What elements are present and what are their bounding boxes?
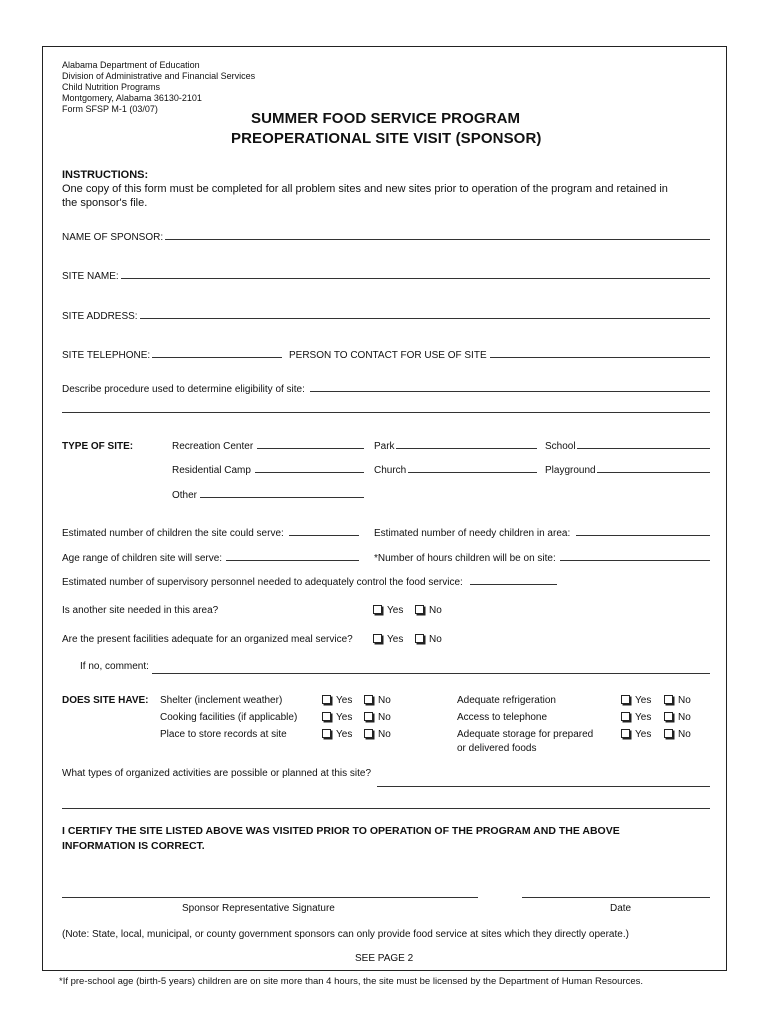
checkbox-icon[interactable]: [664, 712, 673, 721]
type-of-site-label: TYPE OF SITE:: [62, 441, 134, 452]
park-label: Park: [374, 441, 395, 452]
yes-label: Yes: [336, 695, 353, 706]
instructions-text-line2: the sponsor's file.: [62, 197, 148, 209]
yes-label: Yes: [387, 634, 404, 645]
site-telephone-label: SITE TELEPHONE:: [62, 350, 151, 361]
site-address-field[interactable]: [140, 318, 710, 319]
shelter-yes[interactable]: [322, 695, 352, 706]
another-site-yes[interactable]: [373, 605, 403, 616]
checkbox-icon[interactable]: [621, 712, 630, 721]
hours-on-site-label: *Number of hours children will be on site:: [374, 553, 556, 564]
children-served-label: Estimated number of children the site could serve:: [62, 528, 284, 539]
eligibility-field[interactable]: [310, 391, 710, 392]
checkbox-icon[interactable]: [322, 729, 331, 738]
church-field[interactable]: [408, 472, 537, 473]
checkbox-icon[interactable]: [364, 729, 373, 738]
eligibility-field-line2[interactable]: [62, 412, 710, 413]
checkbox-icon[interactable]: [664, 729, 673, 738]
telephone-yes[interactable]: [621, 712, 651, 723]
facilities-yes[interactable]: [373, 634, 403, 645]
certify-line1: I CERTIFY THE SITE LISTED ABOVE WAS VISITED PRIOR TO OPERATION OF THE PROGRAM AND THE ABOVE: [62, 825, 620, 837]
signature-field[interactable]: [62, 897, 478, 898]
supervisory-label: Estimated number of supervisory personnel needed to adequately control the food service:: [62, 577, 463, 588]
instructions-text-line1: One copy of this form must be completed for all problem sites and new sites prior to operation of the program and retained in: [62, 183, 668, 195]
header-line: Division of Administrative and Financial Services: [62, 71, 256, 81]
facilities-question: Are the present facilities adequate for an organized meal service?: [62, 634, 353, 645]
storage-label-line2: or delivered foods: [457, 743, 537, 754]
refrigeration-no[interactable]: [664, 695, 691, 706]
certify-line2: INFORMATION IS CORRECT.: [62, 840, 205, 852]
site-name-label: SITE NAME:: [62, 271, 119, 282]
site-address-label: SITE ADDRESS:: [62, 311, 138, 322]
date-label: Date: [610, 903, 632, 914]
footnote: *If pre-school age (birth-5 years) children are on site more than 4 hours, the site must be licensed by the Department of Human Resources.: [59, 976, 644, 987]
checkbox-icon[interactable]: [364, 712, 373, 721]
contact-person-label: PERSON TO CONTACT FOR USE OF SITE: [289, 350, 487, 361]
eligibility-label: Describe procedure used to determine eligibility of site:: [62, 384, 305, 395]
activities-field[interactable]: [377, 786, 710, 787]
no-label: No: [678, 729, 691, 740]
no-label: No: [678, 712, 691, 723]
park-field[interactable]: [396, 448, 537, 449]
school-field[interactable]: [577, 448, 710, 449]
yes-label: Yes: [387, 605, 404, 616]
age-range-label: Age range of children site will serve:: [62, 553, 223, 564]
site-name-field[interactable]: [121, 278, 710, 279]
see-page-2: SEE PAGE 2: [355, 953, 414, 964]
no-label: No: [378, 729, 391, 740]
refrigeration-label: Adequate refrigeration: [457, 695, 556, 706]
no-label: No: [429, 605, 442, 616]
supervisory-field[interactable]: [470, 584, 557, 585]
if-no-comment-label: If no, comment:: [80, 661, 149, 672]
needy-children-label: Estimated number of needy children in area:: [374, 528, 571, 539]
playground-label: Playground: [545, 465, 596, 476]
other-label: Other: [172, 490, 198, 501]
records-yes[interactable]: [322, 729, 352, 740]
yes-label: Yes: [336, 712, 353, 723]
cooking-no[interactable]: [364, 712, 391, 723]
sponsor-name-label: NAME OF SPONSOR:: [62, 232, 164, 243]
yes-label: Yes: [635, 729, 652, 740]
site-telephone-field[interactable]: [152, 357, 282, 358]
form-number: Form SFSP M-1 (03/07): [62, 104, 158, 114]
shelter-no[interactable]: [364, 695, 391, 706]
cooking-label: Cooking facilities (if applicable): [160, 712, 298, 723]
recreation-center-label: Recreation Center: [172, 441, 254, 452]
another-site-no[interactable]: [415, 605, 442, 616]
checkbox-icon[interactable]: [373, 634, 382, 643]
instructions-heading: INSTRUCTIONS:: [62, 169, 149, 181]
yes-label: Yes: [635, 712, 652, 723]
activities-field-line2[interactable]: [62, 808, 710, 809]
facilities-no[interactable]: [415, 634, 442, 645]
telephone-access-label: Access to telephone: [457, 712, 548, 723]
yes-label: Yes: [635, 695, 652, 706]
needy-children-field[interactable]: [576, 535, 710, 536]
residential-camp-label: Residential Camp: [172, 465, 251, 476]
form-title-line2: PREOPERATIONAL SITE VISIT (SPONSOR): [231, 130, 542, 147]
children-served-field[interactable]: [289, 535, 359, 536]
header-line: Child Nutrition Programs: [62, 82, 161, 92]
checkbox-icon[interactable]: [322, 695, 331, 704]
school-label: School: [545, 441, 576, 452]
activities-label: What types of organized activities are possible or planned at this site?: [62, 768, 372, 779]
cooking-yes[interactable]: [322, 712, 352, 723]
signature-label: Sponsor Representative Signature: [182, 903, 335, 914]
no-label: No: [378, 712, 391, 723]
checkbox-icon[interactable]: [415, 605, 424, 614]
site-have-label: DOES SITE HAVE:: [62, 695, 149, 706]
shelter-label: Shelter (inclement weather): [160, 695, 283, 706]
telephone-no[interactable]: [664, 712, 691, 723]
date-field[interactable]: [522, 897, 710, 898]
no-label: No: [378, 695, 391, 706]
government-note: (Note: State, local, municipal, or county government sponsors can only provide food service at sites which they directly operate.): [62, 929, 629, 940]
age-range-field[interactable]: [226, 560, 359, 561]
records-label: Place to store records at site: [160, 729, 287, 740]
sponsor-name-field[interactable]: [165, 239, 710, 240]
checkbox-icon[interactable]: [415, 634, 424, 643]
form-title-line1: SUMMER FOOD SERVICE PROGRAM: [251, 110, 521, 127]
header-line: Montgomery, Alabama 36130-2101: [62, 93, 202, 103]
other-field[interactable]: [200, 497, 364, 498]
checkbox-icon[interactable]: [621, 695, 630, 704]
playground-field[interactable]: [597, 472, 710, 473]
header-line: Alabama Department of Education: [62, 60, 200, 70]
checkbox-icon[interactable]: [364, 695, 373, 704]
no-label: No: [429, 634, 442, 645]
hours-on-site-field[interactable]: [560, 560, 710, 561]
residential-camp-field[interactable]: [255, 472, 364, 473]
checkbox-icon[interactable]: [664, 695, 673, 704]
agency-header: [62, 60, 255, 115]
yes-label: Yes: [336, 729, 353, 740]
no-label: No: [678, 695, 691, 706]
comment-field[interactable]: [152, 673, 710, 674]
checkbox-icon[interactable]: [621, 729, 630, 738]
records-no[interactable]: [364, 729, 391, 740]
storage-yes[interactable]: [621, 729, 651, 740]
another-site-question: Is another site needed in this area?: [62, 605, 219, 616]
refrigeration-yes[interactable]: [621, 695, 651, 706]
recreation-center-field[interactable]: [257, 448, 364, 449]
contact-person-field[interactable]: [490, 357, 710, 358]
church-label: Church: [374, 465, 407, 476]
storage-no[interactable]: [664, 729, 691, 740]
checkbox-icon[interactable]: [373, 605, 382, 614]
storage-label-line1: Adequate storage for prepared: [457, 729, 594, 740]
checkbox-icon[interactable]: [322, 712, 331, 721]
